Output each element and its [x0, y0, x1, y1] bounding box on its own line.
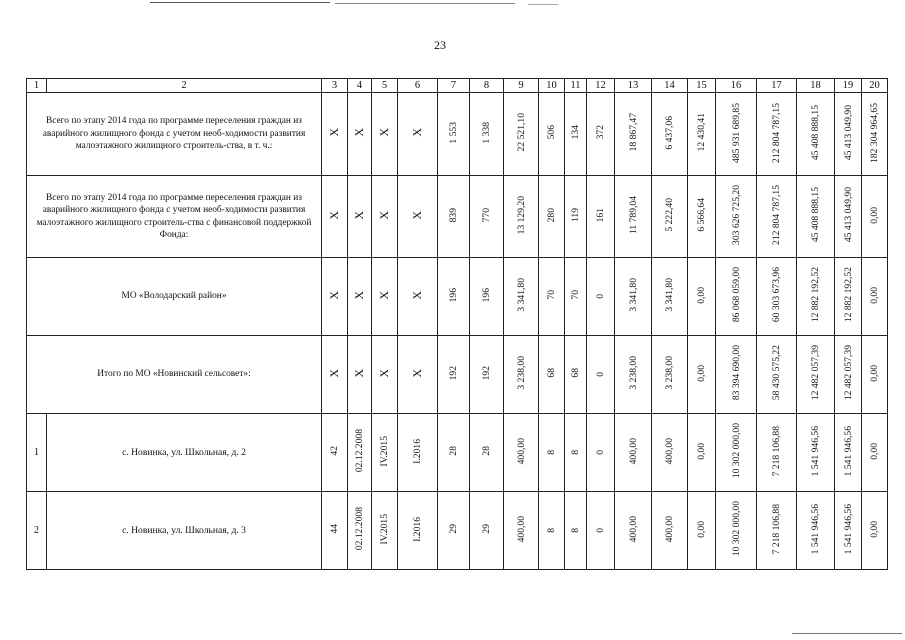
summary-label: МО «Володарский район»: [27, 258, 322, 336]
data-cell: [372, 176, 398, 258]
data-cell: [470, 93, 504, 176]
cell-value: 29: [448, 524, 459, 534]
summary-row: [27, 93, 888, 176]
cell-value: 18 867,47: [627, 113, 639, 152]
data-cell: [504, 93, 539, 176]
cell-value: 3 238,00: [664, 356, 675, 390]
cell-value: 5 222,40: [664, 198, 675, 232]
cell-value: 400,00: [627, 437, 639, 465]
summary-label: Всего по этапу 2014 года по программе переселения граждан из аварийного жилищного фонда с учетом необ-ходимости развития малоэтажного жилищного строитель-ства с финансовой поддержкой Фонда:: [27, 176, 322, 258]
cell-value: X: [352, 368, 366, 378]
cell-value: 506: [546, 125, 557, 140]
data-cell: [322, 336, 348, 414]
cell-value: 3 341,80: [515, 278, 527, 312]
column-number: 14: [652, 79, 688, 93]
cell-value: 192: [448, 365, 459, 381]
cell-value: X: [352, 210, 366, 220]
cell-value: 60 303 673,96: [771, 267, 782, 323]
data-cell: [348, 414, 372, 492]
data-cell: [797, 258, 835, 336]
column-number: 15: [688, 79, 716, 93]
cell-value: 0: [595, 294, 606, 299]
data-cell: [348, 336, 372, 414]
data-cell: [398, 414, 438, 492]
cell-value: 1 541 946,56: [842, 503, 854, 555]
cell-value: X: [327, 368, 341, 378]
cell-value: X: [327, 290, 341, 300]
cell-value: 28: [448, 446, 459, 456]
column-number: 12: [587, 79, 615, 93]
cell-value: 192: [481, 365, 492, 381]
data-cell: [322, 93, 348, 176]
cell-value: 22 521,10: [515, 113, 527, 152]
data-cell: [862, 492, 888, 570]
data-cell: [398, 258, 438, 336]
data-cell: [565, 492, 587, 570]
cell-value: 3 238,00: [515, 356, 527, 390]
data-cell: [438, 414, 470, 492]
cell-value: 28: [481, 446, 492, 456]
cell-value: X: [327, 128, 341, 137]
data-cell: [372, 414, 398, 492]
cell-value: I.2016: [412, 438, 423, 464]
column-number: 4: [348, 79, 372, 93]
data-cell: [615, 176, 652, 258]
cell-value: X: [352, 290, 366, 300]
cell-value: 400,00: [664, 515, 675, 543]
cell-value: 0,00: [696, 442, 707, 460]
summary-label: Итого по МО «Новинский сельсовет»:: [27, 336, 322, 414]
cell-value: 1 541 946,56: [810, 425, 821, 477]
data-cell: [470, 176, 504, 258]
data-cell: [587, 492, 615, 570]
data-cell: [716, 93, 757, 176]
data-cell: [862, 176, 888, 258]
data-cell: [757, 414, 797, 492]
data-cell: [438, 93, 470, 176]
column-number: 18: [797, 79, 835, 93]
summary-row: [27, 176, 888, 258]
cell-value: 6 437,06: [664, 115, 675, 150]
data-cell: [797, 492, 835, 570]
page-number: 23: [434, 38, 446, 52]
cell-value: 7 218 106,88: [771, 503, 782, 555]
scan-top-line: [335, 3, 515, 4]
cell-value: 86 068 059,00: [730, 267, 742, 323]
data-cell: [348, 176, 372, 258]
data-cell: [438, 492, 470, 570]
cell-value: 0,00: [869, 442, 880, 460]
cell-value: 68: [546, 368, 557, 378]
data-cell: [652, 414, 688, 492]
cell-value: 45 413 049,90: [842, 104, 854, 161]
cell-value: 29: [481, 524, 492, 534]
data-cell: [862, 336, 888, 414]
cell-value: 45 413 049,90: [842, 187, 854, 243]
cell-value: 0,00: [696, 520, 707, 538]
data-cell: [565, 336, 587, 414]
data-cell: [565, 176, 587, 258]
cell-value: 0,00: [869, 520, 880, 538]
data-cell: [587, 258, 615, 336]
data-cell: [757, 336, 797, 414]
data-cell: [615, 336, 652, 414]
data-cell: [615, 258, 652, 336]
data-cell: [835, 93, 862, 176]
data-cell: [587, 93, 615, 176]
data-cell: [652, 258, 688, 336]
cell-value: 8: [546, 528, 557, 533]
column-number: 6: [398, 79, 438, 93]
cell-value: 770: [481, 207, 492, 223]
cell-value: 02.12.2008: [354, 507, 365, 551]
column-number: 8: [470, 79, 504, 93]
cell-value: 212 804 787,15: [771, 185, 782, 245]
data-cell: [565, 93, 587, 176]
data-cell: [688, 176, 716, 258]
cell-value: 280: [546, 207, 557, 223]
column-number: 20: [862, 79, 888, 93]
cell-value: X: [410, 290, 424, 300]
data-cell: [504, 414, 539, 492]
data-cell: [322, 176, 348, 258]
data-cell: [835, 258, 862, 336]
cell-value: 68: [570, 368, 581, 378]
cell-value: X: [410, 128, 424, 137]
cell-value: 1 553: [448, 121, 459, 144]
cell-value: 0,00: [869, 206, 880, 224]
cell-value: 7 218 106,88: [771, 425, 782, 477]
cell-value: 42: [329, 446, 340, 456]
scan-top-line: [528, 4, 558, 5]
cell-value: X: [352, 128, 366, 137]
cell-value: 1 541 946,56: [810, 503, 821, 555]
data-cell: [862, 414, 888, 492]
cell-value: 3 341,80: [627, 278, 639, 312]
cell-value: 119: [570, 207, 581, 223]
column-number: 16: [716, 79, 757, 93]
data-cell: [504, 492, 539, 570]
data-cell: [757, 492, 797, 570]
data-cell: [348, 258, 372, 336]
cell-value: 12 482 057,39: [810, 345, 821, 401]
data-cell: [398, 176, 438, 258]
data-cell: [539, 176, 565, 258]
data-cell: [716, 176, 757, 258]
data-cell: [348, 492, 372, 570]
cell-value: 372: [595, 125, 606, 140]
data-cell: [615, 414, 652, 492]
cell-value: X: [377, 128, 391, 137]
cell-value: 45 408 888,15: [810, 104, 821, 161]
cell-value: 485 931 689,85: [730, 102, 742, 163]
column-number: 5: [372, 79, 398, 93]
data-cell: [398, 336, 438, 414]
data-cell: [565, 258, 587, 336]
column-number: 10: [539, 79, 565, 93]
data-cell: [504, 336, 539, 414]
data-cell: [688, 93, 716, 176]
cell-value: I.2016: [412, 516, 423, 542]
cell-value: 0: [595, 372, 606, 377]
data-cell: [398, 492, 438, 570]
data-cell: [615, 93, 652, 176]
cell-value: 0,00: [696, 286, 707, 304]
data-cell: [504, 258, 539, 336]
cell-value: 0,00: [696, 364, 707, 382]
column-number: 2: [47, 79, 322, 93]
cell-value: 58 430 575,22: [771, 345, 782, 401]
house-address: с. Новинка, ул. Школьная, д. 2: [47, 414, 322, 492]
data-cell: [587, 176, 615, 258]
data-cell: [835, 176, 862, 258]
data-cell: [797, 336, 835, 414]
column-number: 9: [504, 79, 539, 93]
scan-top-line: [150, 2, 330, 3]
data-cell: [539, 336, 565, 414]
column-number: 13: [615, 79, 652, 93]
cell-value: 134: [570, 125, 581, 140]
data-cell: [587, 336, 615, 414]
column-number: 1: [27, 79, 47, 93]
column-number-row: [27, 79, 888, 93]
cell-value: 44: [329, 524, 340, 534]
cell-value: X: [377, 368, 391, 378]
data-cell: [470, 492, 504, 570]
house-row: [27, 492, 888, 570]
data-cell: [652, 176, 688, 258]
cell-value: 8: [570, 528, 581, 533]
data-cell: [688, 336, 716, 414]
data-cell: [688, 414, 716, 492]
data-cell: [757, 93, 797, 176]
cell-value: X: [377, 290, 391, 300]
cell-value: 10 302 000,00: [730, 423, 742, 479]
cell-value: 12 882 192,52: [842, 267, 854, 323]
data-cell: [348, 93, 372, 176]
cell-value: X: [377, 210, 391, 220]
cell-value: 196: [481, 287, 492, 303]
cell-value: 12 430,41: [696, 113, 707, 152]
cell-value: IV.2015: [379, 513, 390, 545]
cell-value: 182 304 964,65: [869, 102, 880, 163]
data-cell: [539, 492, 565, 570]
cell-value: 10 302 000,00: [730, 501, 742, 557]
data-cell: [688, 258, 716, 336]
cell-value: 400,00: [515, 437, 527, 465]
data-cell: [835, 336, 862, 414]
data-cell: [438, 258, 470, 336]
cell-value: 839: [448, 207, 459, 223]
cell-value: 8: [570, 450, 581, 455]
cell-value: IV.2015: [379, 435, 390, 467]
cell-value: 12 882 192,52: [810, 267, 821, 323]
data-cell: [716, 336, 757, 414]
data-cell: [539, 258, 565, 336]
column-number: 17: [757, 79, 797, 93]
data-cell: [716, 492, 757, 570]
data-cell: [652, 93, 688, 176]
cell-value: X: [327, 210, 341, 220]
data-cell: [322, 258, 348, 336]
data-cell: [372, 336, 398, 414]
data-cell: [652, 492, 688, 570]
cell-value: 0,00: [869, 364, 880, 382]
data-cell: [862, 93, 888, 176]
cell-value: 70: [570, 290, 581, 300]
cell-value: X: [410, 210, 424, 220]
cell-value: 400,00: [515, 515, 527, 543]
data-cell: [470, 336, 504, 414]
column-number: 19: [835, 79, 862, 93]
data-cell: [835, 414, 862, 492]
cell-value: 70: [546, 290, 557, 300]
data-cell: [438, 176, 470, 258]
data-cell: [835, 492, 862, 570]
data-cell: [372, 492, 398, 570]
data-cell: [372, 93, 398, 176]
data-cell: [652, 336, 688, 414]
cell-value: 3 238,00: [627, 356, 639, 390]
cell-value: 0: [595, 450, 606, 455]
cell-value: 13 129,20: [515, 195, 527, 235]
data-cell: [757, 258, 797, 336]
cell-value: 400,00: [627, 515, 639, 543]
data-cell: [716, 258, 757, 336]
cell-value: 3 341,80: [664, 278, 675, 312]
scan-bottom-line: [792, 633, 902, 634]
cell-value: 1 338: [481, 121, 492, 144]
data-cell: [539, 414, 565, 492]
cell-value: 0,00: [869, 286, 880, 304]
cell-value: 12 482 057,39: [842, 345, 854, 401]
row-number: 2: [27, 492, 47, 570]
data-cell: [398, 93, 438, 176]
data-cell: [797, 414, 835, 492]
column-number: 3: [322, 79, 348, 93]
data-cell: [504, 176, 539, 258]
program-table: [26, 78, 888, 570]
house-address: с. Новинка, ул. Школьная, д. 3: [47, 492, 322, 570]
house-row: [27, 414, 888, 492]
data-cell: [688, 492, 716, 570]
summary-row: [27, 336, 888, 414]
data-cell: [862, 258, 888, 336]
cell-value: 02.12.2008: [354, 429, 365, 473]
data-cell: [615, 492, 652, 570]
cell-value: X: [410, 368, 424, 378]
cell-value: 11 789,04: [627, 195, 639, 235]
data-cell: [322, 492, 348, 570]
data-cell: [757, 176, 797, 258]
cell-value: 161: [595, 207, 606, 223]
data-cell: [587, 414, 615, 492]
data-cell: [470, 414, 504, 492]
cell-value: 400,00: [664, 437, 675, 465]
column-number: 7: [438, 79, 470, 93]
data-cell: [797, 93, 835, 176]
summary-row: [27, 258, 888, 336]
data-cell: [716, 414, 757, 492]
cell-value: 6 566,64: [696, 198, 707, 232]
data-cell: [322, 414, 348, 492]
summary-label: Всего по этапу 2014 года по программе переселения граждан из аварийного жилищного фонда с учетом необ-ходимости развития малоэтажного жилищного строитель-ства, в т. ч.:: [27, 93, 322, 176]
data-cell: [797, 176, 835, 258]
cell-value: 212 804 787,15: [771, 102, 782, 163]
cell-value: 196: [448, 287, 459, 303]
cell-value: 83 394 690,00: [730, 345, 742, 401]
cell-value: 45 408 888,15: [810, 187, 821, 243]
data-cell: [539, 93, 565, 176]
data-cell: [470, 258, 504, 336]
row-number: 1: [27, 414, 47, 492]
cell-value: 1 541 946,56: [842, 425, 854, 477]
data-cell: [372, 258, 398, 336]
cell-value: 0: [595, 528, 606, 533]
data-cell: [565, 414, 587, 492]
data-cell: [438, 336, 470, 414]
column-number: 11: [565, 79, 587, 93]
cell-value: 303 626 725,20: [730, 185, 742, 245]
cell-value: 8: [546, 450, 557, 455]
